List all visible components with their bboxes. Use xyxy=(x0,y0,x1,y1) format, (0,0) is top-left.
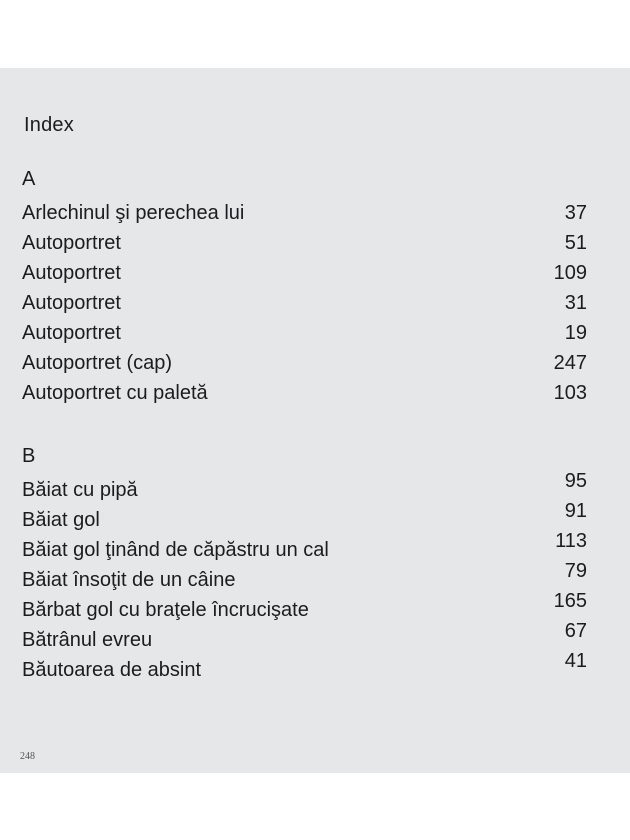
entry-page-number: 103 xyxy=(553,382,587,404)
entry-page-number: 67 xyxy=(564,620,587,642)
entry-title: Autoportret cu paletă xyxy=(22,382,208,404)
page-title: Index xyxy=(24,114,74,136)
entry-page-number: 51 xyxy=(564,232,587,254)
index-entry xyxy=(22,530,587,565)
index-entry xyxy=(22,620,587,655)
index-entry xyxy=(22,500,587,535)
index-entry xyxy=(22,650,587,685)
book-page xyxy=(0,68,630,773)
entry-page-number: 19 xyxy=(564,322,587,344)
entry-title: Băiat gol ţinând de căpăstru un cal xyxy=(22,539,329,561)
index-entry xyxy=(22,378,587,408)
entry-title: Bărbat gol cu braţele încrucişate xyxy=(22,599,309,621)
entry-page-number: 91 xyxy=(564,500,587,522)
index-section-a xyxy=(22,164,587,408)
index-section-b xyxy=(22,441,587,685)
section-letter: B xyxy=(22,445,36,467)
entry-title: Autoportret (cap) xyxy=(22,352,173,374)
index-entry xyxy=(22,470,587,505)
index-entry xyxy=(22,198,587,228)
entry-page-number: 109 xyxy=(553,262,587,284)
entry-page-number: 247 xyxy=(553,352,587,374)
entry-page-number: 37 xyxy=(564,202,587,224)
index-entry xyxy=(22,228,587,258)
entry-title: Autoportret xyxy=(22,322,121,344)
entry-page-number: 95 xyxy=(564,470,587,492)
entry-page-number: 79 xyxy=(564,560,587,582)
entry-page-number: 165 xyxy=(553,590,587,612)
index-entry xyxy=(22,348,587,378)
entry-title: Autoportret xyxy=(22,232,121,254)
section-letter: A xyxy=(22,168,36,190)
entry-title: Băiat gol xyxy=(22,509,100,531)
index-entry xyxy=(22,258,587,288)
index-entry xyxy=(22,288,587,318)
entry-title: Bătrânul evreu xyxy=(22,629,153,651)
entry-title: Băiat însoţit de un câine xyxy=(22,569,236,591)
entry-title: Băutoarea de absint xyxy=(22,659,202,681)
entry-title: Arlechinul şi perechea lui xyxy=(22,202,245,224)
entry-page-number: 113 xyxy=(555,530,587,552)
entry-page-number: 31 xyxy=(564,292,587,314)
index-entry xyxy=(22,560,587,595)
index-entry xyxy=(22,318,587,348)
entry-title: Băiat cu pipă xyxy=(22,479,138,501)
index-entry xyxy=(22,590,587,625)
page-folio-number: 248 xyxy=(20,751,35,762)
entry-title: Autoportret xyxy=(22,292,121,314)
entry-title: Autoportret xyxy=(22,262,121,284)
entry-page-number: 41 xyxy=(564,650,587,672)
